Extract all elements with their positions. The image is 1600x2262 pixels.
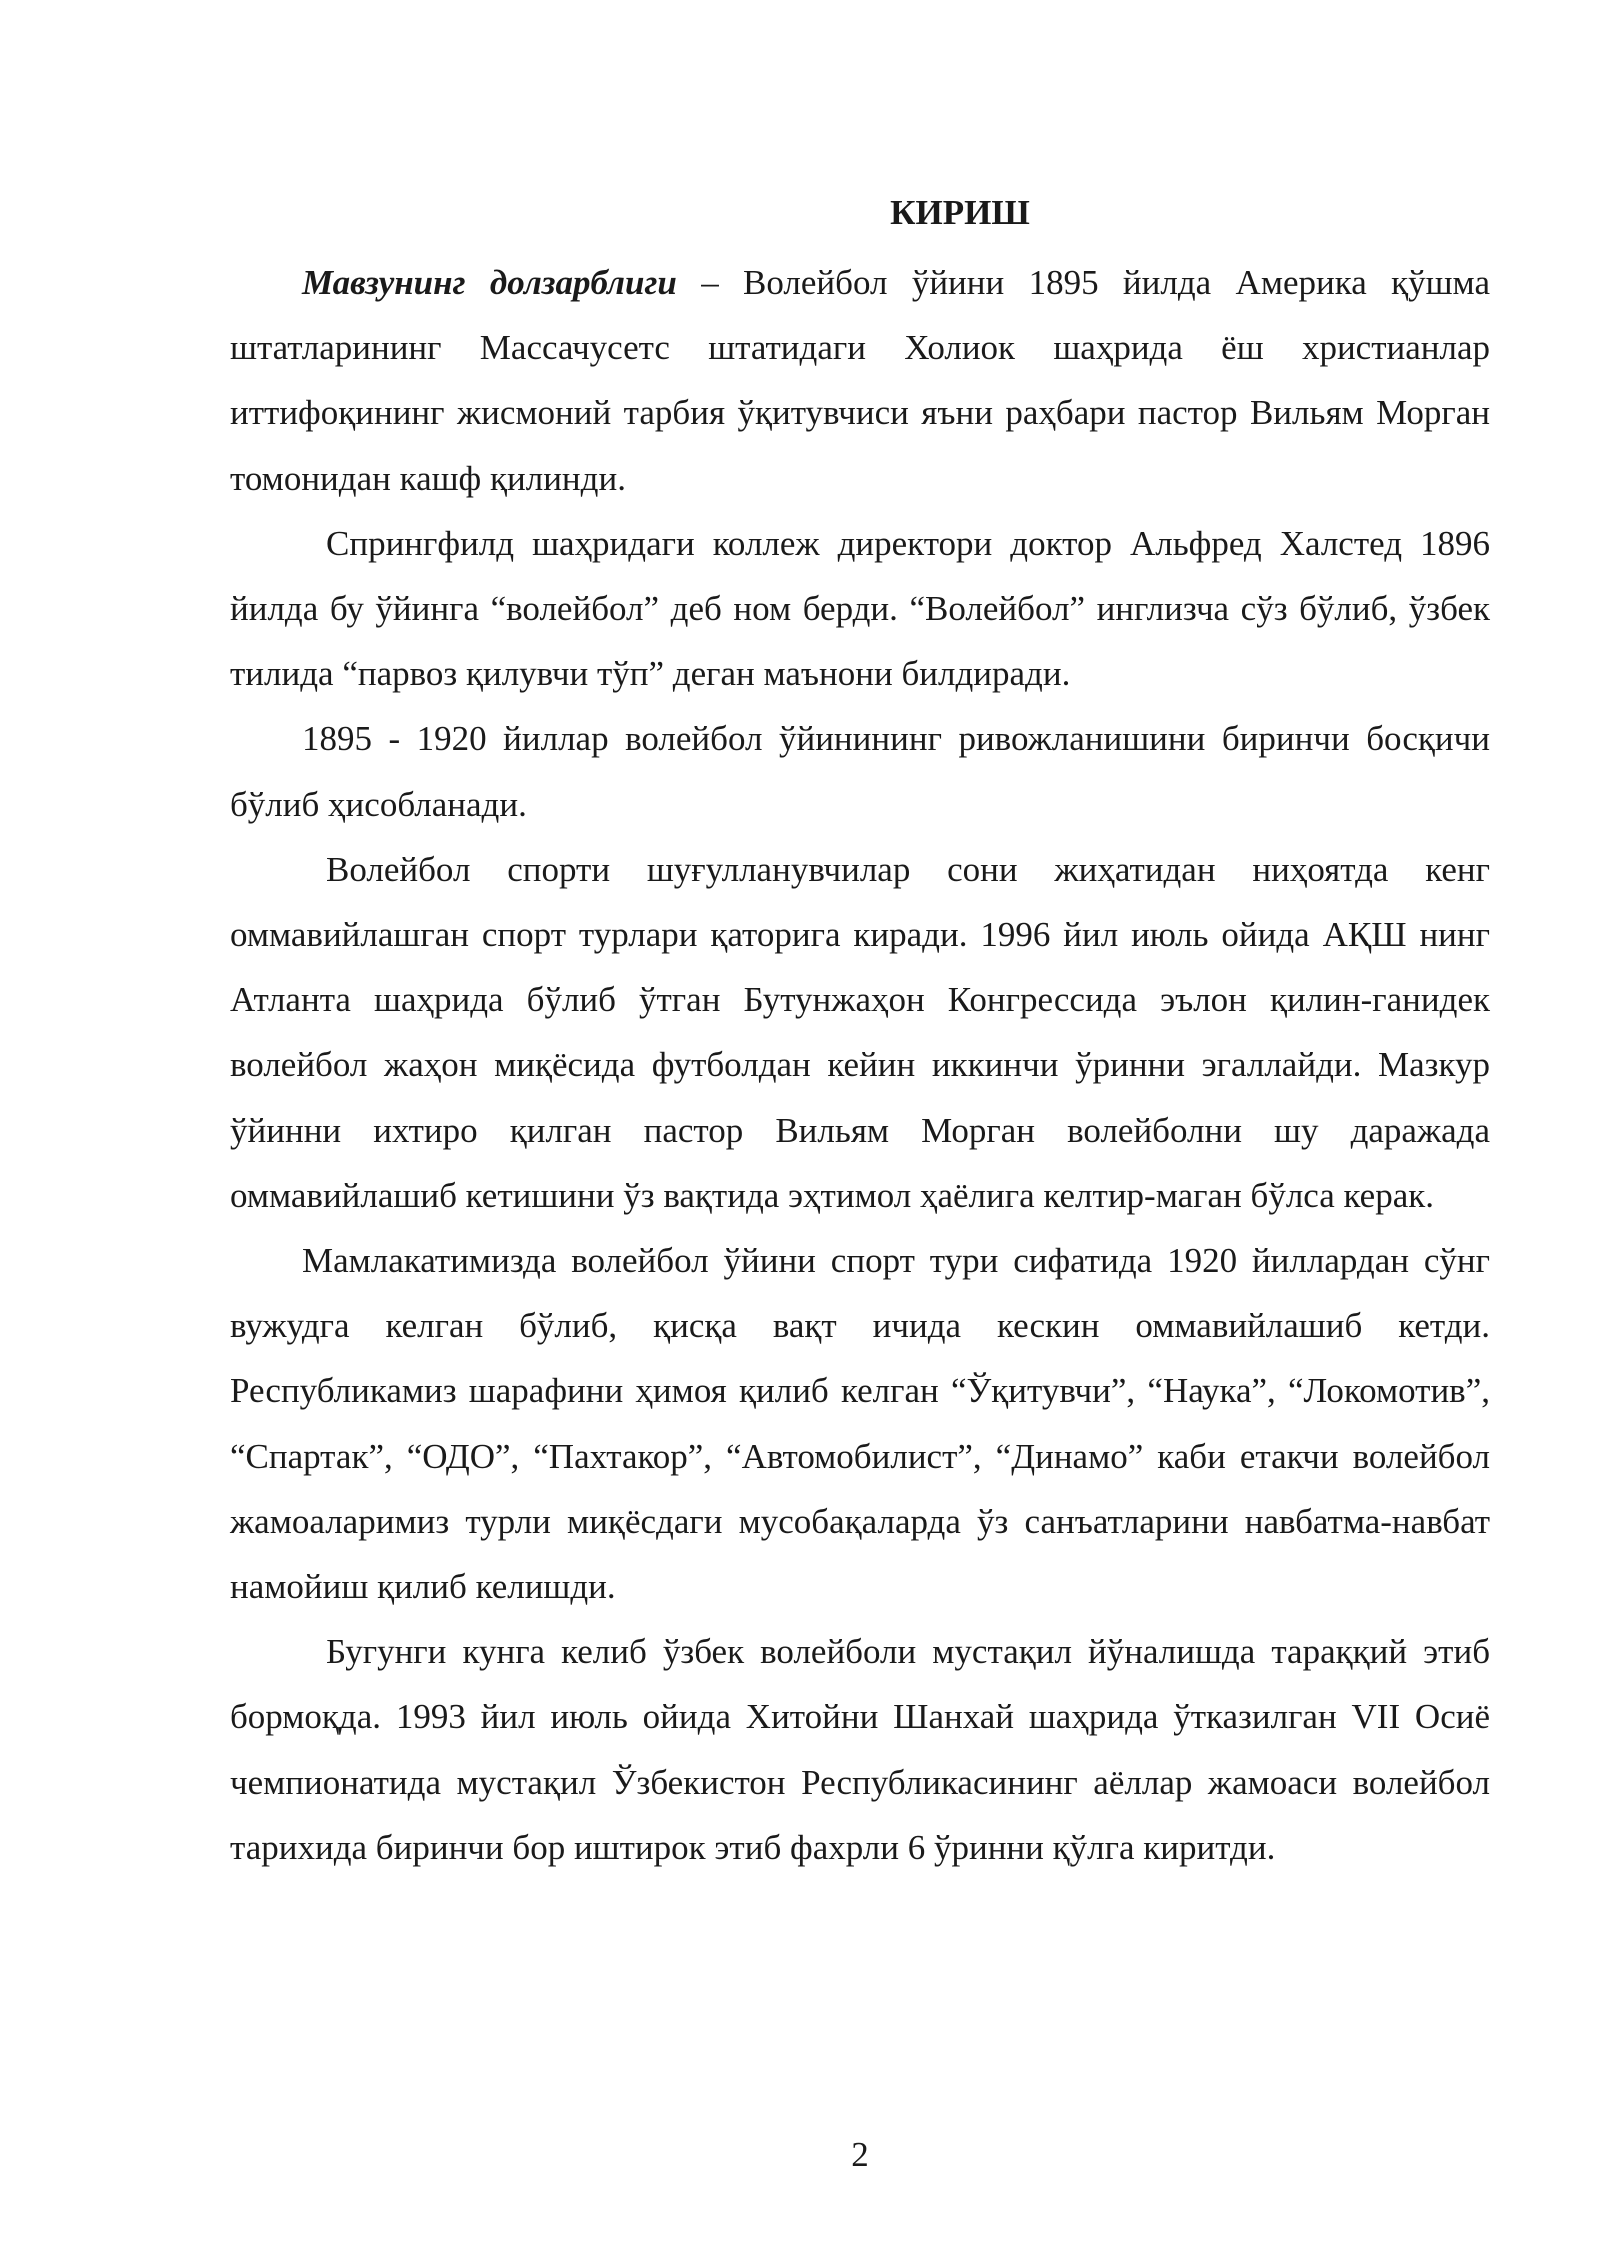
paragraph-uzbekistan-history — [230, 1228, 1490, 1619]
paragraph-text: Бугунги кунга келиб ўзбек волейболи мустақил йўналишда тараққий этиб бормоқда. 1993 йил июль ойида Хитойни Шанхай шаҳрида ўтказилган VII Осиё чемпионатида мустақил Ўзбекистон Республикасининг аёллар жамоаси волейбол тарихида биринчи бор иштирок этиб фахрли 6 ўринни қўлга киритди. — [230, 1632, 1490, 1867]
paragraph-springfield — [230, 511, 1490, 707]
paragraph-text: 1895 - 1920 йиллар волейбол ўйинининг ривожланишини биринчи босқичи бўлиб ҳисобланади. — [230, 719, 1490, 824]
page-content — [230, 185, 1490, 1880]
paragraph-relevance — [230, 250, 1490, 511]
page-number: 2 — [851, 2135, 869, 2174]
page-heading: КИРИШ — [890, 193, 1030, 232]
paragraph-text: Мамлакатимизда волейбол ўйини спорт тури сифатида 1920 йиллардан сўнг вужудга келган бўлиб, қисқа вақт ичида кескин оммавийлашиб кетди. Республикамиз шарафини ҳимоя қилиб келган “Ўқитувчи”, “Наука”, “Локомотив”, “Спартак”, “ОДО”, “Пахтакор”, “Автомобилист”, “Динамо” каби етакчи волейбол жамоаларимиз турли миқёсдаги мусобақаларда ўз санъатларини навбатма-навбат намойиш қилиб келишди. — [230, 1241, 1490, 1607]
paragraph-first-stage — [230, 706, 1490, 836]
paragraph-lead: Мавзунинг долзарблиги — [302, 263, 677, 302]
paragraph-text: Волейбол спорти шуғулланувчилар сони жиҳатидан ниҳоятда кенг оммавийлашган спорт турлари қаторига киради. 1996 йил июль ойида АҚШ нинг Атланта шаҳрида бўлиб ўтган Бутунжаҳон Конгрессида эълон қилин-ганидек волейбол жаҳон миқёсида футболдан кейин иккинчи ўринни эгаллайди. Мазкур ўйинни ихтиро қилган пастор Вильям Морган волейболни шу даражада оммавийлашиб кетишини ўз вақтида эҳтимол ҳаёлига келтир-маган бўлса керак. — [230, 849, 1490, 1215]
paragraph-text: Спрингфилд шаҳридаги коллеж директори доктор Альфред Халстед 1896 йилда бу ўйинга “волейбол” деб ном берди. “Волейбол” инглизча сўз бўлиб, ўзбек тилида “парвоз қилувчи тўп” деган маънони билдиради. — [230, 523, 1490, 694]
paragraph-popularity — [230, 837, 1490, 1228]
paragraph-today — [230, 1619, 1490, 1880]
paragraph-text: – Волейбол ўйини 1895 йилда Америка қўшма штатларининг Массачусетс штатидаги Холиок шаҳрида ёш христианлар иттифоқининг жисмоний тарбия ўқитувчиси яъни раҳбари пастор Вильям Морган томонидан кашф қилинди. — [230, 263, 1490, 498]
